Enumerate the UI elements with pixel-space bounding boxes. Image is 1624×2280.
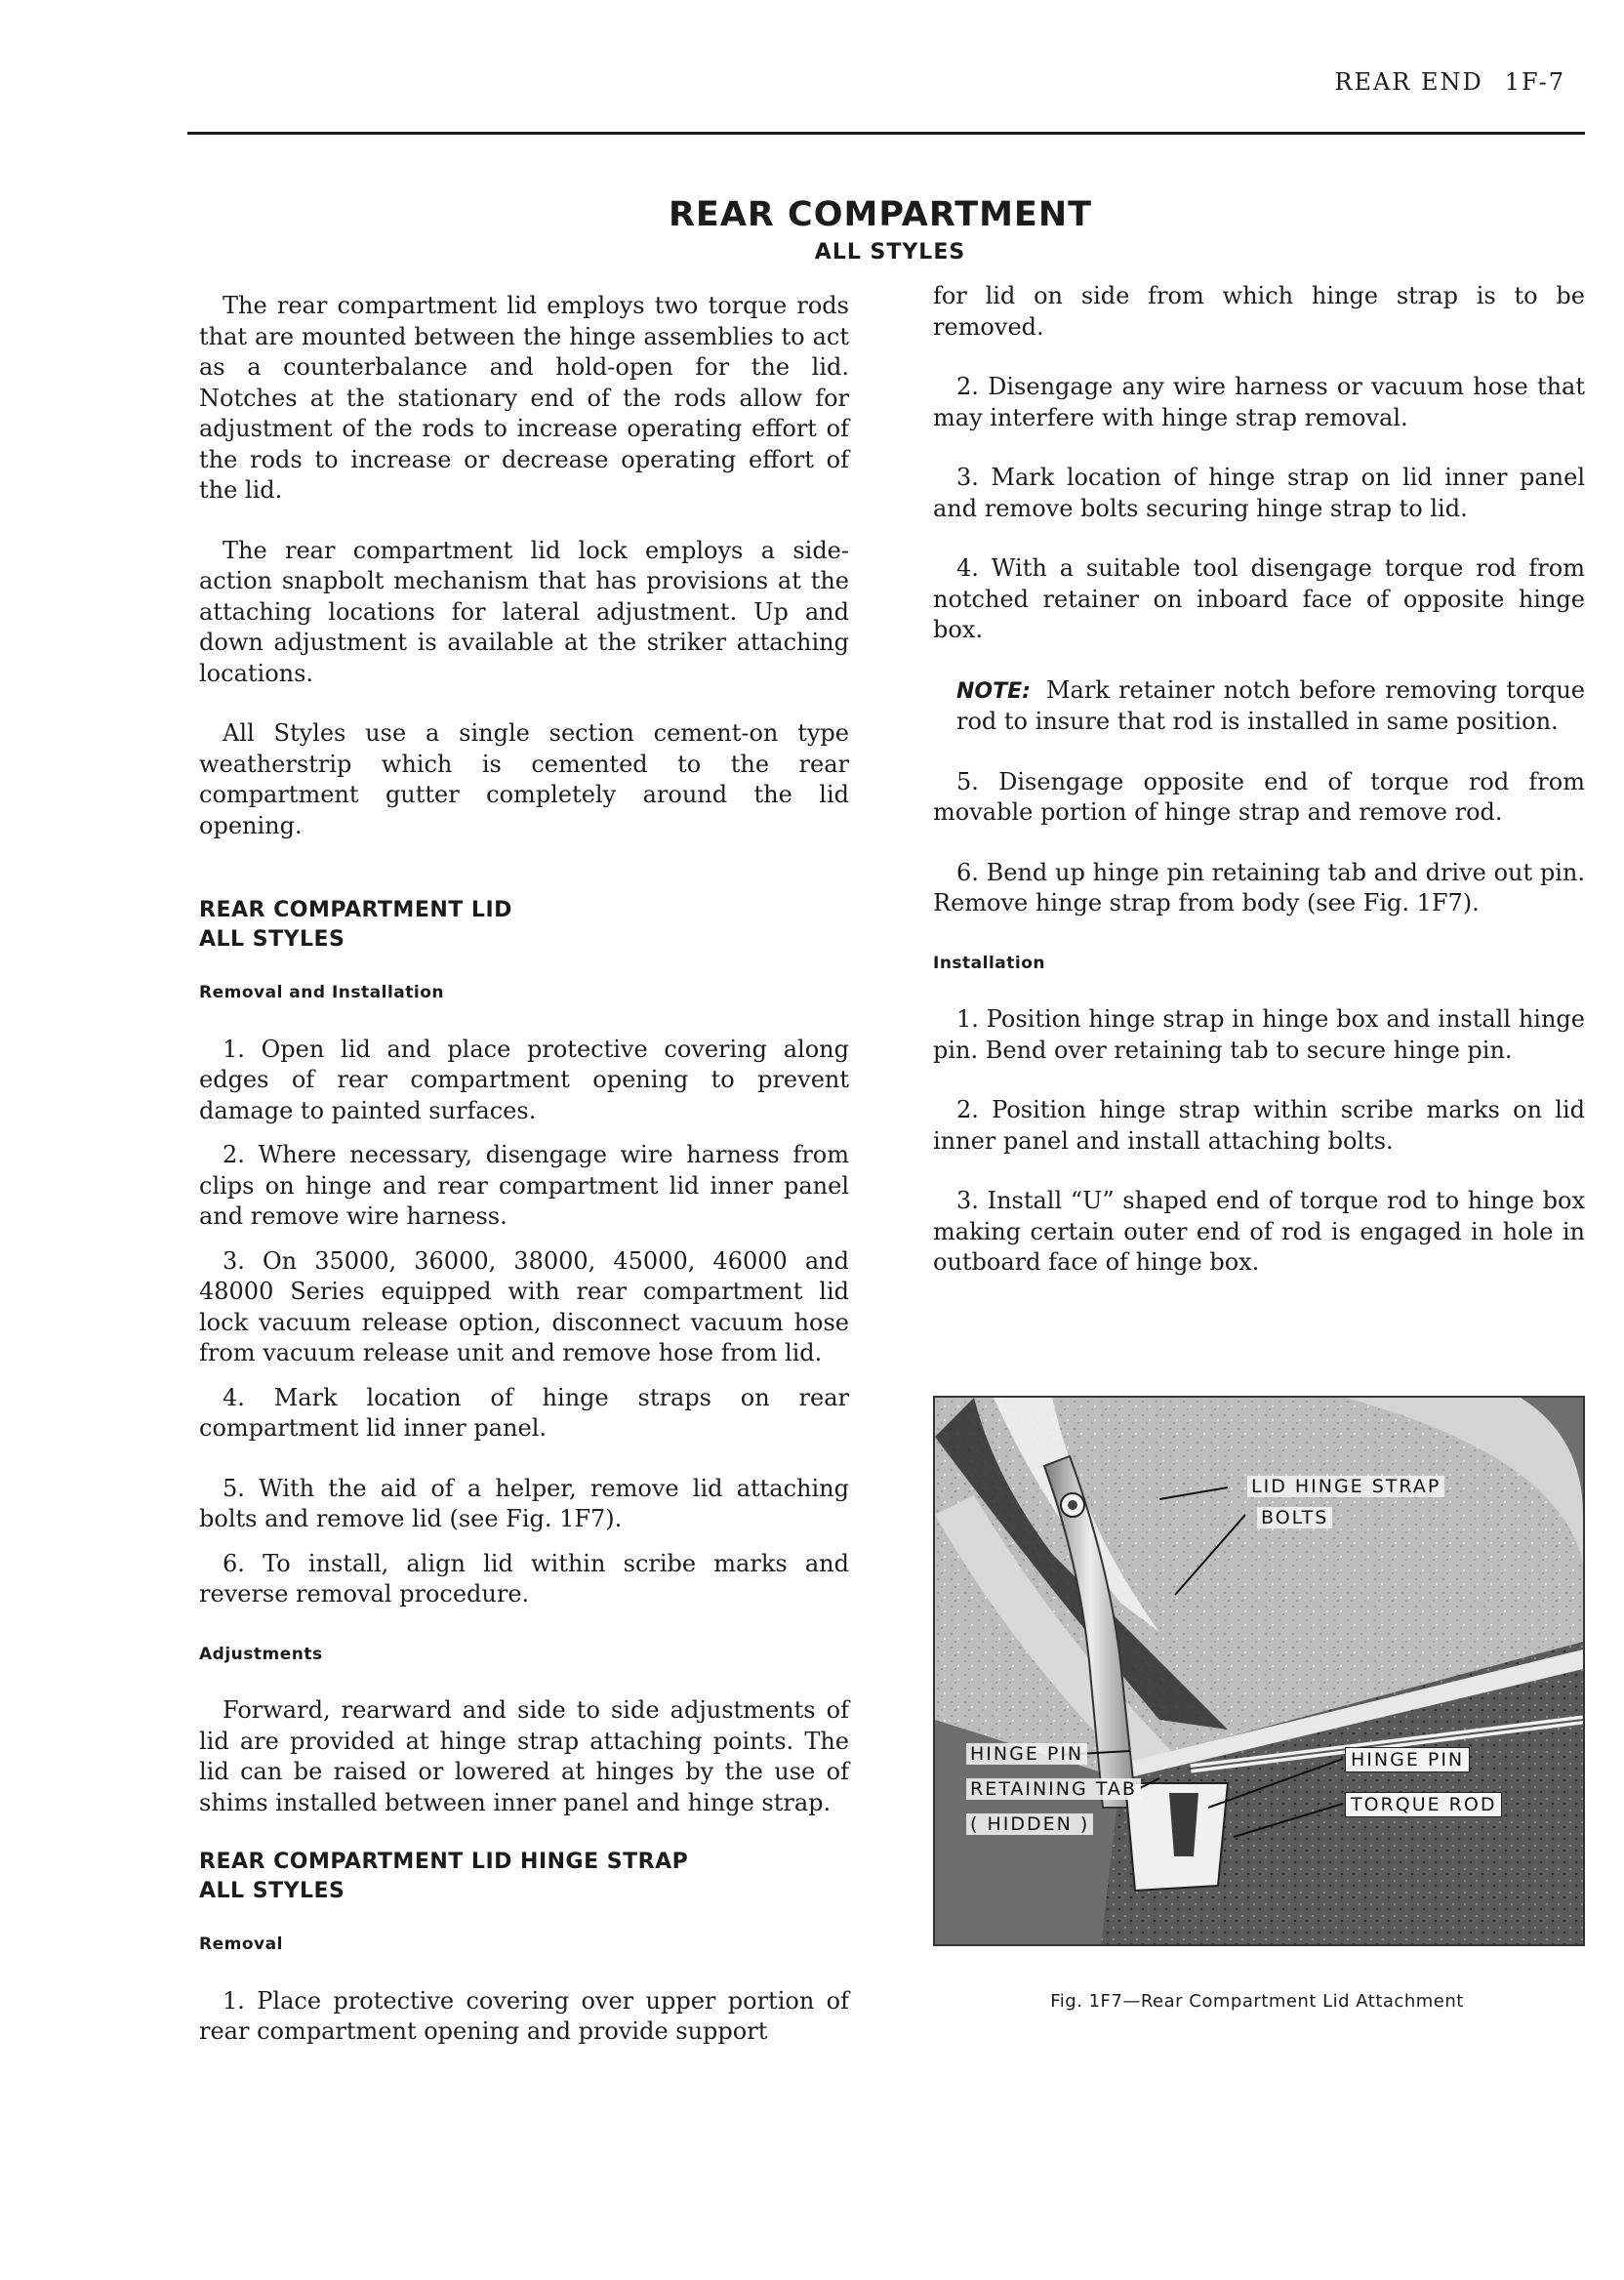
removal-step: 5. Disengage opposite end of torque rod from movable portion of hinge strap and remove rod. (933, 767, 1585, 826)
callout-lid-hinge-strap: LID HINGE STRAP (1247, 1476, 1444, 1497)
callout-hinge-pin: HINGE PIN (1345, 1747, 1470, 1772)
hinge-removal-step: 1. Place protective covering over upper portion of rear compartment opening and provide support (199, 1986, 849, 2045)
hinge-photo-figure (933, 1396, 1585, 1946)
hinge-heading (199, 1848, 849, 1906)
installation-heading: Installation (933, 953, 1046, 973)
removal-step: 4. With a suitable tool disengage torque rod from notched retainer on inboard face of opposite hinge box. (933, 554, 1585, 643)
removal-step: 4. Mark location of hinge straps on rear compartment lid inner panel. (199, 1383, 849, 1442)
callout-retaining-tab: RETAINING TAB (966, 1778, 1141, 1800)
removal-step: 2. Where necessary, disengage wire harness from clips on hinge and rear compartment lid inner panel and remove wire harness. (199, 1141, 849, 1230)
lid-heading-line: ALL STYLES (199, 927, 345, 952)
callout-hidden: ( HIDDEN ) (966, 1813, 1093, 1835)
lid-heading-line: REAR COMPARTMENT LID (199, 898, 512, 922)
callout-hinge-pin-upper: HINGE PIN (966, 1743, 1087, 1765)
figure-caption: Fig. 1F7—Rear Compartment Lid Attachment (1050, 1991, 1464, 2012)
left-column (199, 291, 849, 2077)
callout-torque-rod: TORQUE ROD (1345, 1792, 1502, 1817)
removal-step: 5. With the aid of a helper, remove lid attaching bolts and remove lid (see Fig. 1F7). (199, 1474, 849, 1532)
hinge-heading-line: REAR COMPARTMENT LID HINGE STRAP (199, 1850, 689, 1874)
removal-step: 3. Mark location of hinge strap on lid inner panel and remove bolts securing hinge strap to lid. (933, 464, 1585, 522)
header-rule (187, 132, 1585, 135)
lid-heading (199, 896, 849, 955)
note-paragraph (933, 675, 1585, 738)
section-subtitle: ALL STYLES (814, 240, 966, 265)
removal-heading: Removal and Installation (199, 983, 444, 1002)
installation-step: 1. Position hinge strap in hinge box and install hinge pin. Bend over retaining tab to secure hinge pin. (933, 1005, 1585, 1064)
section-title: REAR COMPARTMENT (668, 195, 1093, 234)
running-head (1334, 68, 1565, 96)
note-label: NOTE: (956, 678, 1031, 704)
adjustments-heading: Adjustments (199, 1644, 323, 1664)
hinge-heading-line: ALL STYLES (199, 1879, 345, 1903)
continued-paragraph: for lid on side from which hinge strap is to be removed. (933, 282, 1585, 341)
removal-step: 6. Bend up hinge pin retaining tab and drive out pin. Remove hinge strap from body (see Fig. 1F7). (933, 858, 1585, 916)
removal-step: 3. On 35000, 36000, 38000, 45000, 46000 and 48000 Series equipped with rear compartment lid lock vacuum release option, disconnect vacuum hose from vacuum release unit and remove hose from lid. (199, 1246, 849, 1366)
installation-step: 2. Position hinge strap within scribe marks on lid inner panel and install attaching bolts. (933, 1096, 1585, 1155)
right-column (933, 281, 1585, 1308)
callout-bolts: BOLTS (1257, 1507, 1332, 1528)
removal-step: 6. To install, align lid within scribe marks and reverse removal procedure. (199, 1549, 849, 1608)
intro-paragraph: The rear compartment lid lock employs a side-action snapbolt mechanism that has provisions at the attaching locations for lateral adjustment. Up and down adjustment is available at the striker attaching locations. (199, 536, 849, 687)
removal-step: 2. Disengage any wire harness or vacuum hose that may interfere with hinge strap removal. (933, 373, 1585, 431)
running-title: REAR END (1334, 68, 1483, 96)
hinge-removal-heading: Removal (199, 1934, 283, 1954)
note-text: Mark retainer notch before removing torque rod to insure that rod is installed in same position. (956, 675, 1585, 735)
removal-step: 1. Open lid and place protective covering along edges of rear compartment opening to prevent damage to painted surfaces. (199, 1035, 849, 1124)
installation-step: 3. Install “U” shaped end of torque rod to hinge box making certain outer end of rod is engaged in hole in outboard face of hinge box. (933, 1187, 1585, 1276)
page-number: 1F-7 (1504, 68, 1565, 96)
adjustments-paragraph: Forward, rearward and side to side adjustments of lid are provided at hinge strap attaching points. The lid can be raised or lowered at hinges by the use of shims installed between inner panel and hinge strap. (199, 1696, 849, 1816)
intro-paragraph: The rear compartment lid employs two torque rods that are mounted between the hinge assemblies to act as a counterbalance and hold-open for the lid. Notches at the stationary end of the rods allow for adjustment of the rods to increase operating effort of the rods to increase or decrease operating effort of the lid. (199, 292, 849, 504)
intro-paragraph: All Styles use a single section cement-on type weatherstrip which is cemented to the rear compartment gutter completely around the lid opening. (199, 719, 849, 839)
